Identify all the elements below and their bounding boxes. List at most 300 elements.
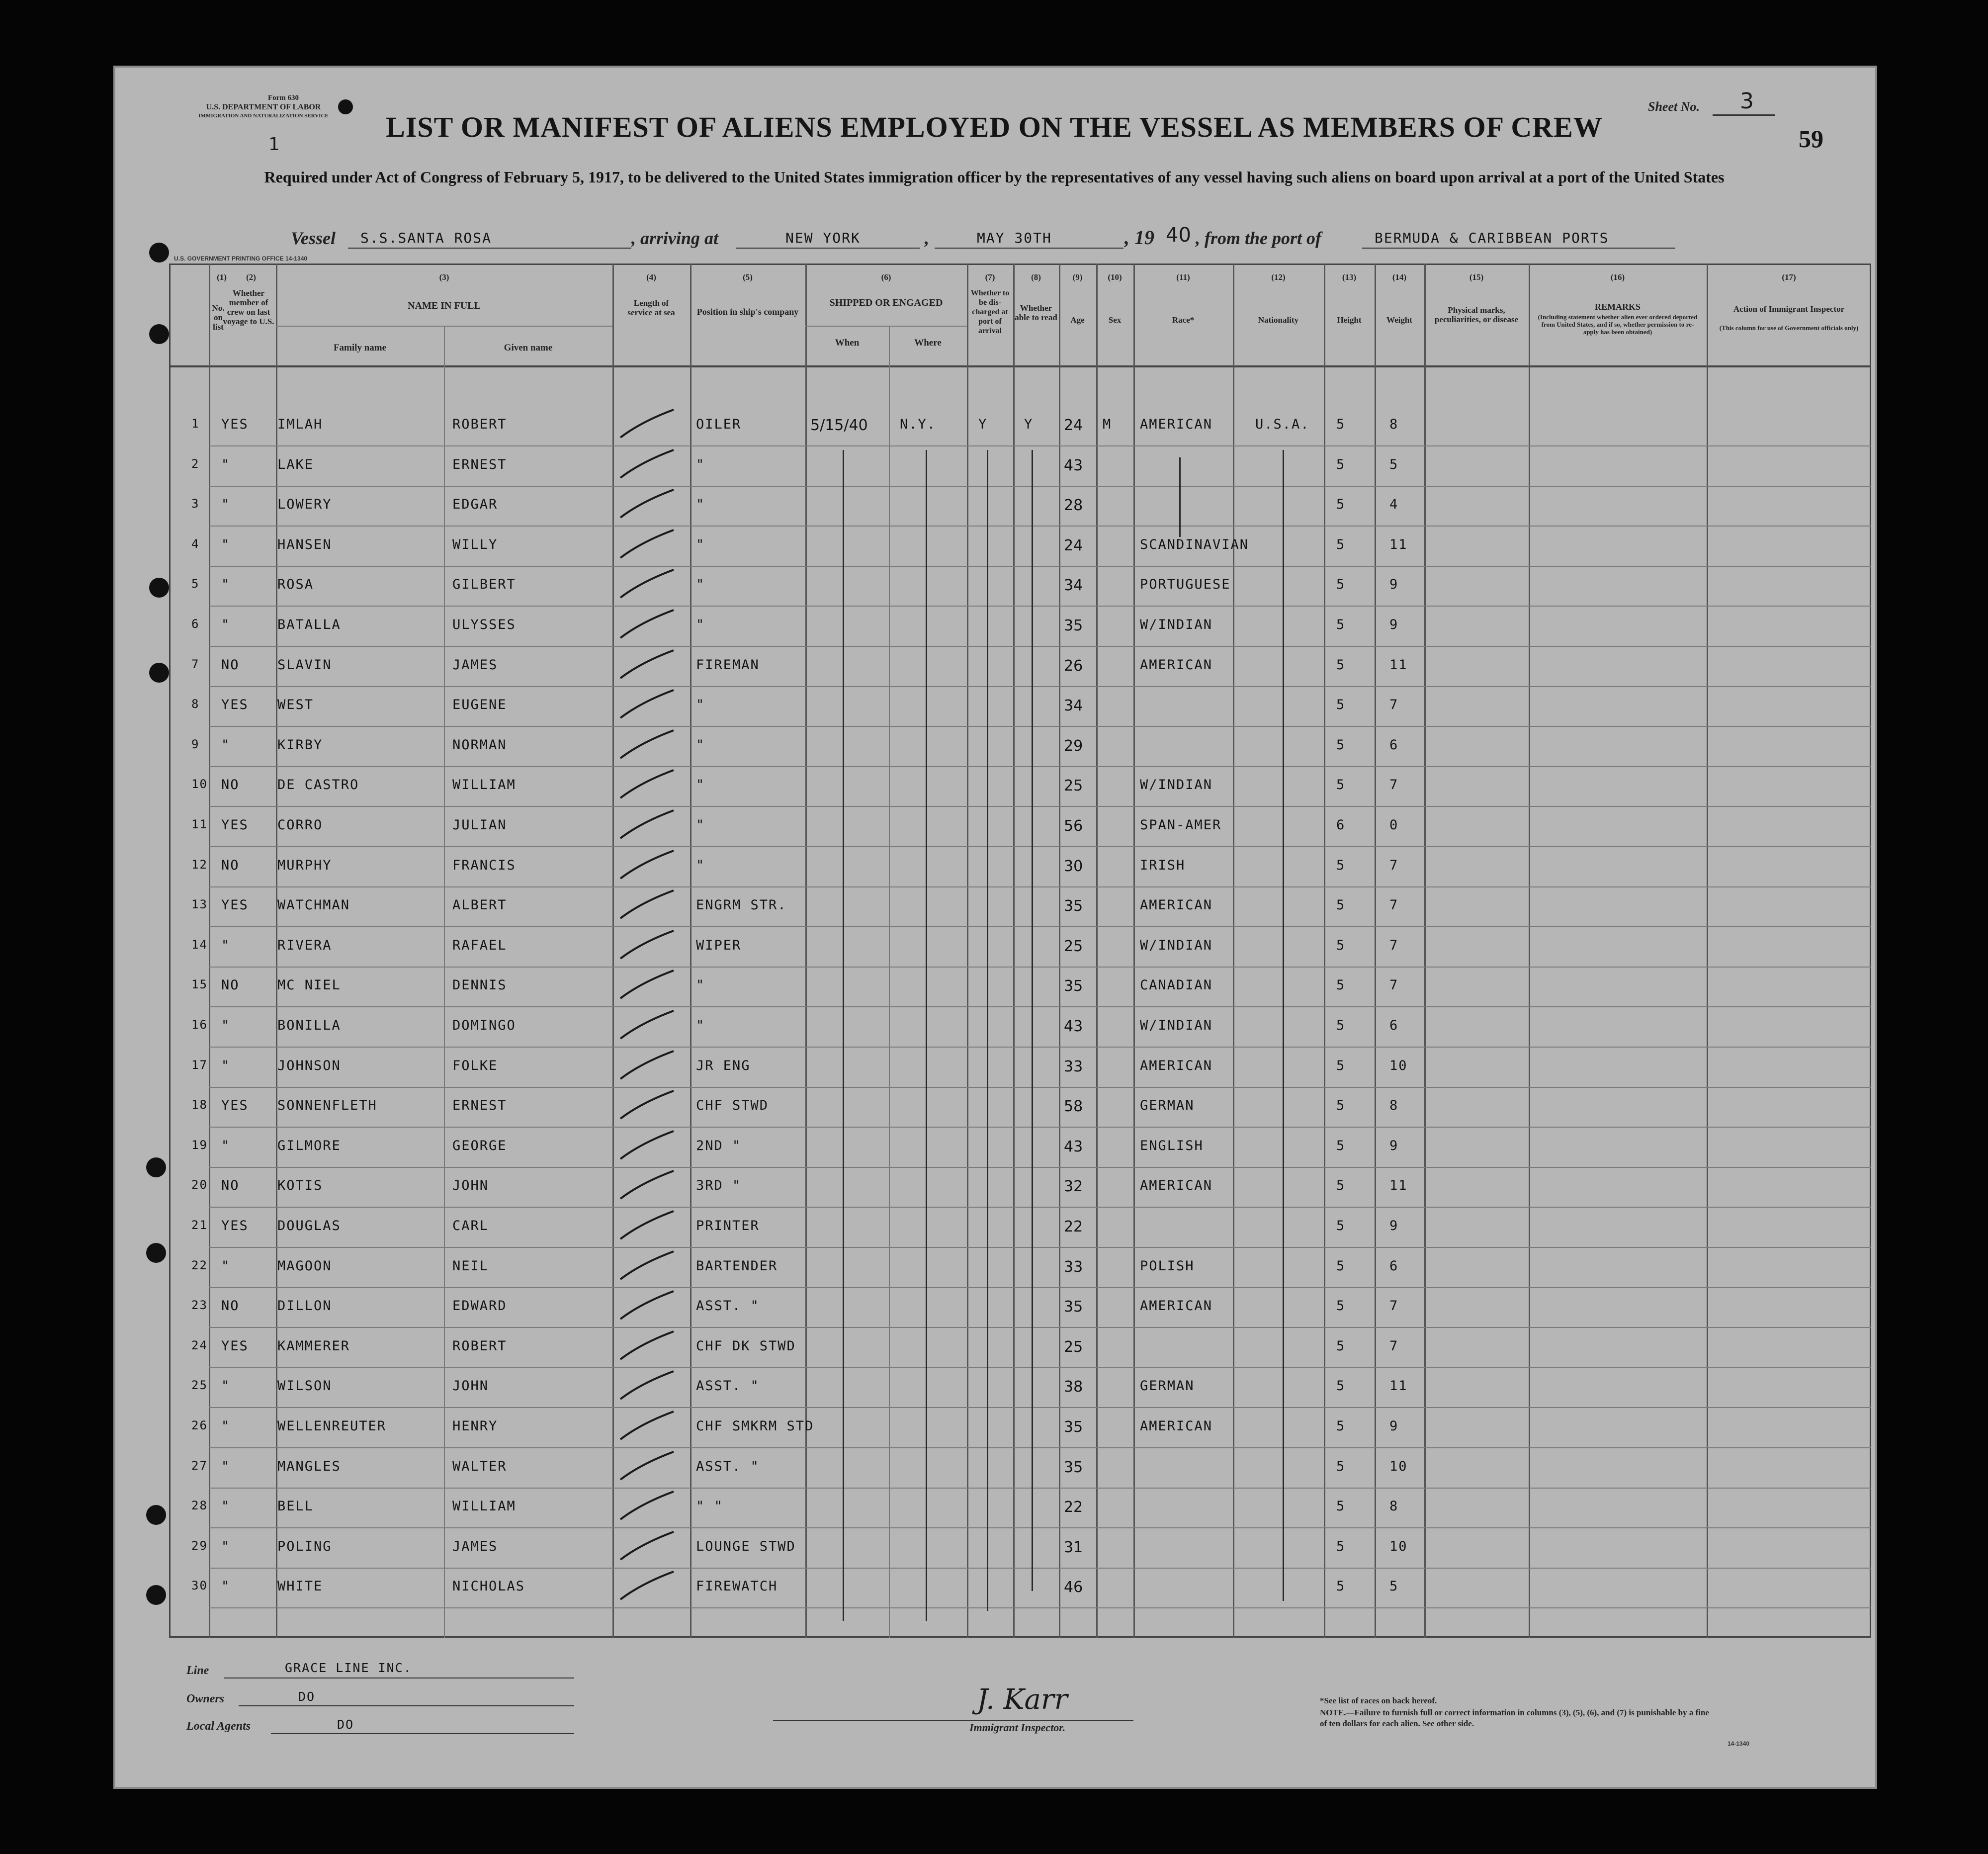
col16-sub: (Including statement whether alien ever ordered deported from United States, and if so, whether permission to re-apply has been obtained) bbox=[1538, 313, 1698, 336]
col6-num: (6) bbox=[881, 272, 891, 282]
family-name: DOUGLAS bbox=[277, 1218, 341, 1234]
row-rule bbox=[209, 1006, 1871, 1007]
nationality: U.S.A. bbox=[1255, 417, 1310, 432]
page-subtitle: Required under Act of Congress of February 5, 1917, to be delivered to the United States immigration officer by the representatives of any vessel having such aliens on board upon arrival at a port of the United States bbox=[264, 168, 1725, 186]
ditto-line bbox=[843, 450, 844, 1621]
row-number: 11 bbox=[191, 817, 208, 831]
age: 29 bbox=[1064, 737, 1083, 755]
last-voyage: " bbox=[221, 617, 231, 632]
col3-label: NAME IN FULL bbox=[408, 300, 481, 311]
age: 24 bbox=[1064, 417, 1083, 434]
race: AMERICAN bbox=[1140, 897, 1213, 913]
service-check-mark bbox=[616, 968, 681, 1002]
position: FIREWATCH bbox=[696, 1579, 778, 1594]
service-check-mark bbox=[616, 887, 681, 922]
last-voyage: YES bbox=[221, 1218, 249, 1234]
weight: 9 bbox=[1389, 1418, 1399, 1434]
row-number: 21 bbox=[191, 1218, 208, 1232]
height: 5 bbox=[1336, 1579, 1346, 1594]
given-name: FOLKE bbox=[452, 1058, 498, 1073]
col1-label: No. on list bbox=[212, 303, 225, 332]
service-check-mark bbox=[616, 1048, 681, 1083]
row-rule bbox=[209, 926, 1871, 927]
service-check-mark bbox=[616, 1088, 681, 1123]
row-rule bbox=[209, 606, 1871, 607]
row-number: 29 bbox=[191, 1538, 208, 1553]
weight: 8 bbox=[1389, 1098, 1399, 1114]
age: 43 bbox=[1064, 456, 1083, 474]
col-divider bbox=[209, 264, 210, 1638]
height: 5 bbox=[1336, 977, 1346, 993]
inspector-signature: J. Karr bbox=[977, 1683, 1068, 1716]
row-rule bbox=[209, 486, 1871, 487]
weight: 9 bbox=[1389, 1218, 1399, 1234]
given-name: ROBERT bbox=[452, 417, 507, 432]
row-number: 23 bbox=[191, 1298, 208, 1313]
given-name: JAMES bbox=[452, 657, 498, 673]
last-voyage: " bbox=[221, 1018, 231, 1033]
given-name: NORMAN bbox=[452, 737, 507, 753]
weight: 7 bbox=[1389, 1338, 1399, 1354]
agents-underline bbox=[271, 1733, 574, 1734]
row-rule bbox=[209, 846, 1871, 847]
weight: 10 bbox=[1389, 1538, 1408, 1554]
owners-underline bbox=[239, 1705, 574, 1706]
race: IRISH bbox=[1140, 857, 1186, 873]
col-divider bbox=[889, 326, 890, 1638]
last-voyage: " bbox=[221, 1378, 231, 1394]
date-underline bbox=[935, 248, 1124, 249]
age: 43 bbox=[1064, 1018, 1083, 1035]
row-rule bbox=[209, 1247, 1871, 1248]
service-check-mark bbox=[616, 848, 681, 883]
position: ASST. " bbox=[696, 1458, 760, 1474]
col1-num: (1) bbox=[217, 272, 227, 282]
row-number: 1 bbox=[191, 417, 200, 431]
height: 5 bbox=[1336, 497, 1346, 513]
col13-num: (13) bbox=[1342, 272, 1357, 282]
position: " " bbox=[696, 1499, 723, 1514]
weight: 6 bbox=[1389, 1018, 1399, 1033]
age: 24 bbox=[1064, 536, 1083, 554]
row-rule bbox=[209, 1287, 1871, 1288]
line-label: Line bbox=[186, 1664, 209, 1677]
shipped-subheader-line bbox=[805, 326, 967, 327]
height: 5 bbox=[1336, 617, 1346, 632]
family-name: WEST bbox=[277, 697, 314, 713]
position: CHF STWD bbox=[696, 1098, 769, 1114]
position: ENGRM STR. bbox=[696, 897, 787, 913]
col6-when: When bbox=[835, 338, 860, 348]
race: POLISH bbox=[1140, 1258, 1195, 1274]
service-check-mark bbox=[616, 687, 681, 722]
given-name: EDGAR bbox=[452, 497, 498, 513]
race: GERMAN bbox=[1140, 1378, 1195, 1394]
family-name: GILMORE bbox=[277, 1138, 341, 1153]
col-divider bbox=[967, 264, 968, 1638]
age: 43 bbox=[1064, 1138, 1083, 1155]
vessel-name: S.S.SANTA ROSA bbox=[360, 230, 492, 246]
race: W/INDIAN bbox=[1140, 617, 1213, 632]
given-name: JOHN bbox=[452, 1178, 489, 1194]
service-check-mark bbox=[616, 1569, 681, 1603]
height: 5 bbox=[1336, 937, 1346, 953]
col14-label: Weight bbox=[1386, 315, 1412, 325]
given-name: ROBERT bbox=[452, 1338, 507, 1354]
age: 34 bbox=[1064, 697, 1083, 715]
height: 5 bbox=[1336, 536, 1346, 552]
height: 5 bbox=[1336, 1378, 1346, 1394]
row-number: 18 bbox=[191, 1098, 208, 1112]
year-prefix: , 19 bbox=[1124, 226, 1154, 249]
col4-label: Length of service at sea bbox=[627, 298, 675, 317]
binder-hole bbox=[149, 243, 169, 263]
height: 5 bbox=[1336, 1258, 1346, 1274]
weight: 5 bbox=[1389, 456, 1399, 472]
vessel-underline bbox=[348, 248, 631, 249]
race: SPAN-AMER bbox=[1140, 817, 1222, 833]
signature-line bbox=[773, 1720, 1133, 1721]
binder-hole bbox=[146, 1243, 166, 1263]
row-rule bbox=[209, 1087, 1871, 1088]
age: 32 bbox=[1064, 1178, 1083, 1196]
service-check-mark bbox=[616, 487, 681, 522]
col9-label: Age bbox=[1070, 315, 1085, 325]
family-name: KOTIS bbox=[277, 1178, 323, 1194]
row-rule bbox=[209, 1488, 1871, 1489]
family-name: MANGLES bbox=[277, 1458, 341, 1474]
row-rule bbox=[209, 566, 1871, 567]
arriving-port: NEW YORK bbox=[785, 230, 861, 246]
col15-label: Physical marks, peculiarities, or disease bbox=[1434, 305, 1519, 324]
row-number: 19 bbox=[191, 1138, 208, 1152]
department: U.S. DEPARTMENT OF LABOR bbox=[206, 103, 321, 111]
race: CANADIAN bbox=[1140, 977, 1213, 993]
sex: M bbox=[1103, 417, 1112, 432]
row-rule bbox=[209, 1527, 1871, 1528]
given-name: GEORGE bbox=[452, 1138, 507, 1153]
last-voyage: " bbox=[221, 1499, 231, 1514]
col11-label: Race* bbox=[1172, 315, 1195, 325]
col3-num: (3) bbox=[439, 272, 449, 282]
position: CHF DK STWD bbox=[696, 1338, 796, 1354]
family-name: CORRO bbox=[277, 817, 323, 833]
col5-num: (5) bbox=[743, 272, 753, 282]
last-voyage: " bbox=[221, 1258, 231, 1274]
service: IMMIGRATION AND NATURALIZATION SERVICE bbox=[198, 113, 329, 119]
col17-sub: (This column for use of Government officials only) bbox=[1719, 324, 1859, 332]
position: OILER bbox=[696, 417, 742, 432]
race: AMERICAN bbox=[1140, 1178, 1213, 1194]
weight: 8 bbox=[1389, 417, 1399, 432]
height: 5 bbox=[1336, 417, 1346, 432]
position: BARTENDER bbox=[696, 1258, 778, 1274]
row-number: 4 bbox=[191, 536, 200, 551]
last-voyage: " bbox=[221, 1579, 231, 1594]
agents-value: DO bbox=[337, 1717, 354, 1732]
family-name: RIVERA bbox=[277, 937, 332, 953]
position: " bbox=[696, 456, 705, 472]
height: 5 bbox=[1336, 737, 1346, 753]
col-divider bbox=[612, 264, 614, 1638]
weight: 6 bbox=[1389, 1258, 1399, 1274]
age: 22 bbox=[1064, 1499, 1083, 1516]
position: WIPER bbox=[696, 937, 742, 953]
given-name: WALTER bbox=[452, 1458, 507, 1474]
family-name: LAKE bbox=[277, 456, 314, 472]
last-voyage: " bbox=[221, 1538, 231, 1554]
given-name: WILLIAM bbox=[452, 1499, 516, 1514]
last-voyage: YES bbox=[221, 697, 249, 713]
age: 35 bbox=[1064, 897, 1083, 915]
row-number: 8 bbox=[191, 697, 200, 711]
col12-num: (12) bbox=[1271, 272, 1286, 282]
height: 5 bbox=[1336, 1138, 1346, 1153]
position: " bbox=[696, 777, 705, 793]
last-voyage: YES bbox=[221, 417, 249, 432]
col7-label: Whether to be dis-charged at port of arrival bbox=[970, 289, 1010, 335]
arrival-date: MAY 30TH bbox=[977, 230, 1052, 246]
position: PRINTER bbox=[696, 1218, 760, 1234]
row-number: 14 bbox=[191, 937, 208, 952]
given-name: ERNEST bbox=[452, 1098, 507, 1114]
col10-num: (10) bbox=[1108, 272, 1122, 282]
row-rule bbox=[209, 806, 1871, 807]
height: 5 bbox=[1336, 1218, 1346, 1234]
position: ASST. " bbox=[696, 1298, 760, 1314]
age: 25 bbox=[1064, 777, 1083, 795]
family-name: JOHNSON bbox=[277, 1058, 341, 1073]
row-number: 30 bbox=[191, 1579, 208, 1593]
position: LOUNGE STWD bbox=[696, 1538, 796, 1554]
col17-num: (17) bbox=[1782, 272, 1796, 282]
last-voyage: YES bbox=[221, 817, 249, 833]
age: 56 bbox=[1064, 817, 1083, 835]
family-name: ROSA bbox=[277, 577, 314, 593]
service-check-mark bbox=[616, 647, 681, 682]
row-number: 28 bbox=[191, 1499, 208, 1513]
given-name: ALBERT bbox=[452, 897, 507, 913]
printing-office: U.S. GOVERNMENT PRINTING OFFICE 14-1340 bbox=[174, 255, 308, 262]
age: 35 bbox=[1064, 617, 1083, 634]
last-voyage: " bbox=[221, 1458, 231, 1474]
col2-label: Whether member of crew on last voyage to U.S. bbox=[223, 288, 274, 326]
age: 33 bbox=[1064, 1258, 1083, 1276]
family-name: HANSEN bbox=[277, 536, 332, 552]
height: 5 bbox=[1336, 1018, 1346, 1033]
row-number: 10 bbox=[191, 777, 208, 792]
height: 5 bbox=[1336, 577, 1346, 593]
last-voyage: " bbox=[221, 1138, 231, 1153]
col14-num: (14) bbox=[1392, 272, 1407, 282]
family-name: BELL bbox=[277, 1499, 314, 1514]
service-check-mark bbox=[616, 527, 681, 562]
service-check-mark bbox=[616, 447, 681, 482]
form-number: Form 630 bbox=[267, 94, 299, 102]
page-title: LIST OR MANIFEST OF ALIENS EMPLOYED ON THE VESSEL AS MEMBERS OF CREW bbox=[386, 111, 1603, 143]
height: 5 bbox=[1336, 1298, 1346, 1314]
height: 5 bbox=[1336, 897, 1346, 913]
sheet-underline bbox=[1713, 114, 1775, 116]
row-number: 9 bbox=[191, 737, 200, 751]
col17-label: Action of Immigrant Inspector bbox=[1733, 304, 1845, 314]
row-number: 26 bbox=[191, 1418, 208, 1432]
position: " bbox=[696, 536, 705, 552]
weight: 5 bbox=[1389, 1579, 1399, 1594]
col-divider bbox=[1059, 264, 1060, 1638]
given-name: ULYSSES bbox=[452, 617, 516, 632]
service-check-mark bbox=[616, 1489, 681, 1523]
row-rule bbox=[209, 1568, 1871, 1569]
height: 5 bbox=[1336, 657, 1346, 673]
weight: 9 bbox=[1389, 1138, 1399, 1153]
service-check-mark bbox=[616, 807, 681, 842]
weight: 11 bbox=[1389, 1178, 1408, 1194]
binder-hole bbox=[146, 1505, 166, 1525]
family-name: BONILLA bbox=[277, 1018, 341, 1033]
col16-label: REMARKS bbox=[1594, 302, 1641, 312]
row-number: 12 bbox=[191, 857, 208, 872]
col11-num: (11) bbox=[1176, 272, 1190, 282]
family-name: DILLON bbox=[277, 1298, 332, 1314]
weight: 7 bbox=[1389, 897, 1399, 913]
service-check-mark bbox=[616, 1168, 681, 1203]
row-number: 15 bbox=[191, 977, 208, 992]
penalty-note: NOTE.—Failure to furnish full or correct information in columns (3), (5), (6), and (7) is punishable by a fine of ten dollars for each alien. See other side. bbox=[1320, 1708, 1709, 1728]
given-name: ERNEST bbox=[452, 456, 507, 472]
row-number: 17 bbox=[191, 1058, 208, 1072]
age: 25 bbox=[1064, 1338, 1083, 1356]
weight: 9 bbox=[1389, 577, 1399, 593]
last-voyage: NO bbox=[221, 857, 240, 873]
weight: 7 bbox=[1389, 1298, 1399, 1314]
race: AMERICAN bbox=[1140, 1418, 1213, 1434]
age: 35 bbox=[1064, 1298, 1083, 1316]
from-port: BERMUDA & CARIBBEAN PORTS bbox=[1375, 230, 1609, 246]
position: JR ENG bbox=[696, 1058, 751, 1073]
col2-num: (2) bbox=[246, 272, 256, 282]
weight: 10 bbox=[1389, 1458, 1408, 1474]
col15-num: (15) bbox=[1469, 272, 1484, 282]
last-voyage: NO bbox=[221, 977, 240, 993]
given-name: WILLY bbox=[452, 536, 498, 552]
sheet-label: Sheet No. bbox=[1648, 99, 1700, 114]
race: W/INDIAN bbox=[1140, 777, 1213, 793]
service-check-mark bbox=[616, 1449, 681, 1484]
last-voyage: NO bbox=[221, 777, 240, 793]
last-voyage: " bbox=[221, 737, 231, 753]
height: 5 bbox=[1336, 1098, 1346, 1114]
date-comma: , bbox=[925, 228, 929, 248]
line-value: GRACE LINE INC. bbox=[285, 1661, 412, 1675]
sheet-number: 3 bbox=[1740, 88, 1754, 114]
age: 38 bbox=[1064, 1378, 1083, 1396]
table-frame bbox=[169, 264, 1871, 1638]
binder-hole bbox=[146, 1157, 166, 1177]
height: 5 bbox=[1336, 1338, 1346, 1354]
age: 35 bbox=[1064, 1418, 1083, 1436]
row-number: 7 bbox=[191, 657, 200, 671]
weight: 4 bbox=[1389, 497, 1399, 513]
race: PORTUGUESE bbox=[1140, 577, 1231, 593]
weight: 7 bbox=[1389, 977, 1399, 993]
col10-label: Sex bbox=[1108, 315, 1122, 325]
row-rule bbox=[209, 1367, 1871, 1368]
from-underline bbox=[1362, 248, 1675, 249]
row-number: 5 bbox=[191, 577, 200, 591]
given-name: EUGENE bbox=[452, 697, 507, 713]
given-name: GILBERT bbox=[452, 577, 516, 593]
age: 58 bbox=[1064, 1098, 1083, 1116]
col3-family: Family name bbox=[333, 343, 387, 353]
row-rule bbox=[209, 967, 1871, 968]
col8-num: (8) bbox=[1031, 272, 1041, 282]
height: 5 bbox=[1336, 1178, 1346, 1194]
position: " bbox=[696, 617, 705, 632]
col13-label: Height bbox=[1337, 315, 1362, 325]
row-number: 27 bbox=[191, 1458, 208, 1473]
given-name: WILLIAM bbox=[452, 777, 516, 793]
given-name: NEIL bbox=[452, 1258, 489, 1274]
row-number: 13 bbox=[191, 897, 208, 912]
shipped-where: N.Y. bbox=[900, 417, 937, 432]
position: " bbox=[696, 497, 705, 513]
position: " bbox=[696, 1018, 705, 1033]
last-voyage: " bbox=[221, 497, 231, 513]
age: 22 bbox=[1064, 1218, 1083, 1236]
service-check-mark bbox=[616, 407, 681, 441]
age: 25 bbox=[1064, 937, 1083, 955]
col4-num: (4) bbox=[646, 272, 656, 282]
height: 5 bbox=[1336, 1458, 1346, 1474]
age: 33 bbox=[1064, 1058, 1083, 1075]
last-voyage: " bbox=[221, 1058, 231, 1073]
family-name: KAMMERER bbox=[277, 1338, 350, 1354]
row-rule bbox=[209, 886, 1871, 887]
given-name: DENNIS bbox=[452, 977, 507, 993]
service-check-mark bbox=[616, 1128, 681, 1163]
row-rule bbox=[209, 1407, 1871, 1408]
read-flag: Y bbox=[1024, 417, 1034, 432]
age: 31 bbox=[1064, 1538, 1083, 1556]
header-bottom-line bbox=[169, 365, 1871, 367]
age: 30 bbox=[1064, 857, 1083, 875]
position: 3RD " bbox=[696, 1178, 742, 1194]
row-rule bbox=[209, 1447, 1871, 1448]
service-check-mark bbox=[616, 1328, 681, 1363]
family-name: MC NIEL bbox=[277, 977, 341, 993]
row-rule bbox=[209, 1127, 1871, 1128]
ditto-line bbox=[1283, 450, 1284, 1601]
col-divider bbox=[1096, 264, 1098, 1638]
row-rule bbox=[209, 526, 1871, 527]
row-rule bbox=[209, 1207, 1871, 1208]
position: FIREMAN bbox=[696, 657, 760, 673]
col-divider bbox=[1424, 264, 1426, 1638]
col-divider bbox=[1233, 264, 1234, 1638]
weight: 11 bbox=[1389, 1378, 1408, 1394]
arriving-underline bbox=[736, 248, 920, 249]
col6-where: Where bbox=[914, 338, 942, 348]
shipped-when: 5/15/40 bbox=[810, 417, 868, 434]
service-check-mark bbox=[616, 1529, 681, 1564]
discharge-flag: Y bbox=[978, 417, 988, 432]
weight: 7 bbox=[1389, 937, 1399, 953]
family-name: BATALLA bbox=[277, 617, 341, 632]
line-underline bbox=[224, 1677, 574, 1678]
col-divider bbox=[1324, 264, 1325, 1638]
service-check-mark bbox=[616, 1008, 681, 1043]
